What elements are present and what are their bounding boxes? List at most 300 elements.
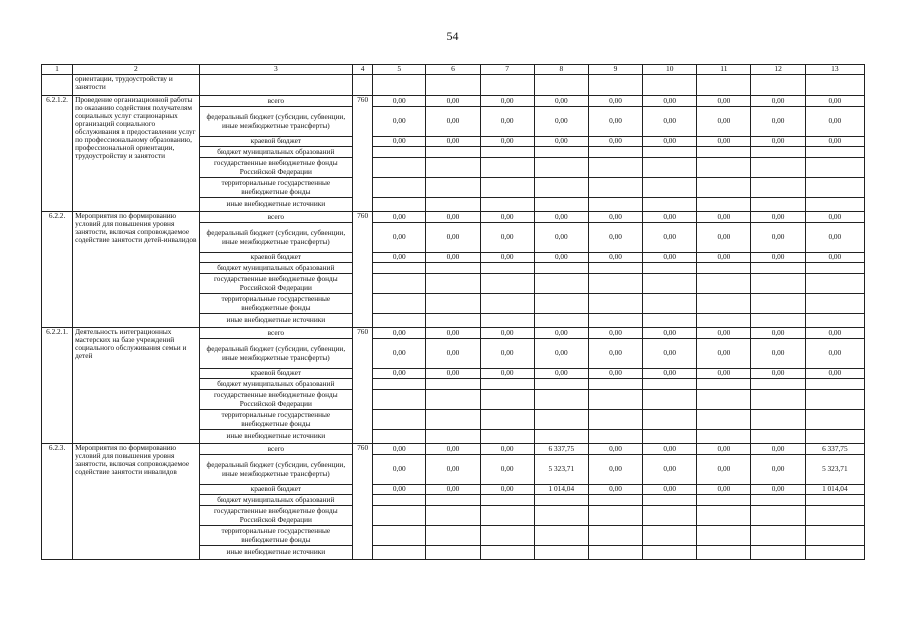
amount-cell: 5 323,71	[805, 455, 864, 485]
column-header: 13	[805, 65, 864, 75]
amount-cell	[697, 178, 751, 198]
amount-cell	[588, 526, 642, 546]
amount-cell: 0,00	[373, 339, 426, 369]
amount-cell: 0,00	[751, 485, 805, 495]
funding-source: территориальные государственные внебюджетные фонды	[199, 410, 353, 430]
amount-cell	[588, 410, 642, 430]
amount-cell	[697, 314, 751, 328]
amount-cell: 0,00	[697, 137, 751, 147]
amount-cell: 0,00	[373, 369, 426, 379]
column-header: 1	[42, 65, 73, 75]
amount-cell: 0,00	[643, 223, 697, 253]
amount-cell	[480, 390, 534, 410]
amount-cell	[480, 506, 534, 526]
amount-cell	[751, 506, 805, 526]
item-number: 6.2.2.1.	[42, 328, 73, 444]
amount-cell	[480, 495, 534, 506]
amount-cell	[534, 147, 588, 158]
amount-cell: 0,00	[426, 137, 480, 147]
amount-cell: 0,00	[534, 96, 588, 107]
amount-cell	[534, 314, 588, 328]
cell-empty	[805, 75, 864, 96]
amount-cell: 0,00	[534, 223, 588, 253]
amount-cell	[373, 546, 426, 560]
amount-cell: 0,00	[643, 96, 697, 107]
amount-cell: 0,00	[643, 253, 697, 263]
amount-cell	[426, 430, 480, 444]
item-name: Мероприятия по формированию условий для повышения уровня занятости, включая сопровождаемое содействие занятости инвалидов	[73, 444, 199, 560]
amount-cell	[643, 495, 697, 506]
cell-empty	[480, 75, 534, 96]
amount-cell	[751, 294, 805, 314]
funding-source: иные внебюджетные источники	[199, 430, 353, 444]
continuation-text: ориентации, трудоустройству и занятости	[73, 75, 199, 96]
amount-cell: 0,00	[426, 96, 480, 107]
amount-cell: 0,00	[805, 107, 864, 137]
amount-cell: 0,00	[588, 455, 642, 485]
amount-cell: 0,00	[480, 369, 534, 379]
amount-cell	[697, 390, 751, 410]
cell-empty	[751, 75, 805, 96]
funding-source: государственные внебюджетные фонды Российской Федерации	[199, 274, 353, 294]
amount-cell	[373, 410, 426, 430]
amount-cell	[643, 198, 697, 212]
amount-cell	[426, 198, 480, 212]
item-name: Мероприятия по формированию условий для повышения уровня занятости, включая сопровождаемое содействие занятости детей-инвалидов	[73, 212, 199, 328]
amount-cell: 0,00	[534, 107, 588, 137]
amount-cell	[805, 314, 864, 328]
amount-cell: 0,00	[588, 137, 642, 147]
amount-cell	[480, 546, 534, 560]
amount-cell: 0,00	[426, 223, 480, 253]
amount-cell	[805, 147, 864, 158]
amount-cell	[643, 314, 697, 328]
amount-cell: 0,00	[373, 485, 426, 495]
amount-cell	[697, 526, 751, 546]
amount-cell: 0,00	[643, 485, 697, 495]
amount-cell	[697, 430, 751, 444]
column-header: 4	[353, 65, 373, 75]
amount-cell: 0,00	[805, 328, 864, 339]
amount-cell	[534, 546, 588, 560]
amount-cell: 0,00	[805, 223, 864, 253]
amount-cell: 0,00	[643, 369, 697, 379]
amount-cell: 0,00	[588, 328, 642, 339]
amount-cell: 0,00	[426, 444, 480, 455]
item-number: 6.2.3.	[42, 444, 73, 560]
amount-cell	[805, 263, 864, 274]
amount-cell	[805, 274, 864, 294]
amount-cell	[805, 198, 864, 212]
amount-cell	[588, 274, 642, 294]
amount-cell: 0,00	[373, 96, 426, 107]
amount-cell	[643, 379, 697, 390]
budget-table	[41, 64, 865, 560]
amount-cell: 0,00	[588, 339, 642, 369]
amount-cell: 0,00	[373, 212, 426, 223]
amount-cell	[480, 274, 534, 294]
amount-cell: 0,00	[480, 96, 534, 107]
cell-empty	[643, 75, 697, 96]
amount-cell: 0,00	[588, 96, 642, 107]
amount-cell	[588, 506, 642, 526]
amount-cell: 0,00	[697, 223, 751, 253]
funding-source: государственные внебюджетные фонды Российской Федерации	[199, 390, 353, 410]
amount-cell	[805, 506, 864, 526]
table-row	[42, 96, 865, 107]
amount-cell	[643, 263, 697, 274]
amount-cell: 0,00	[697, 444, 751, 455]
amount-cell	[373, 390, 426, 410]
amount-cell: 0,00	[643, 339, 697, 369]
amount-cell: 0,00	[588, 212, 642, 223]
amount-cell	[697, 263, 751, 274]
amount-cell: 0,00	[805, 339, 864, 369]
amount-cell: 0,00	[751, 96, 805, 107]
amount-cell	[480, 198, 534, 212]
amount-cell	[426, 410, 480, 430]
amount-cell: 0,00	[643, 444, 697, 455]
amount-cell	[480, 314, 534, 328]
cell-empty	[588, 75, 642, 96]
amount-cell	[588, 198, 642, 212]
amount-cell	[534, 410, 588, 430]
amount-cell	[697, 546, 751, 560]
amount-cell	[373, 158, 426, 178]
amount-cell	[373, 495, 426, 506]
amount-cell	[373, 314, 426, 328]
amount-cell	[426, 379, 480, 390]
amount-cell	[588, 294, 642, 314]
amount-cell: 0,00	[805, 253, 864, 263]
funding-source: бюджет муниципальных образований	[199, 147, 353, 158]
column-header: 7	[480, 65, 534, 75]
amount-cell: 0,00	[643, 455, 697, 485]
amount-cell	[534, 506, 588, 526]
amount-cell: 0,00	[643, 328, 697, 339]
continuation-row	[42, 75, 865, 96]
cell-empty	[353, 75, 373, 96]
amount-cell	[588, 147, 642, 158]
amount-cell: 0,00	[534, 328, 588, 339]
amount-cell	[751, 147, 805, 158]
amount-cell: 0,00	[805, 369, 864, 379]
table-row	[42, 212, 865, 223]
amount-cell	[588, 314, 642, 328]
amount-cell: 0,00	[588, 253, 642, 263]
amount-cell	[805, 430, 864, 444]
amount-cell	[373, 263, 426, 274]
amount-cell	[480, 158, 534, 178]
budget-code: 760	[353, 328, 373, 444]
amount-cell	[588, 178, 642, 198]
funding-source: государственные внебюджетные фонды Российской Федерации	[199, 506, 353, 526]
cell-empty	[42, 75, 73, 96]
column-header: 5	[373, 65, 426, 75]
amount-cell	[751, 410, 805, 430]
amount-cell	[751, 390, 805, 410]
amount-cell	[697, 198, 751, 212]
item-number: 6.2.1.2.	[42, 96, 73, 212]
funding-source: всего	[199, 444, 353, 455]
amount-cell: 0,00	[697, 339, 751, 369]
amount-cell	[480, 147, 534, 158]
amount-cell: 0,00	[751, 137, 805, 147]
amount-cell	[751, 379, 805, 390]
amount-cell	[534, 294, 588, 314]
amount-cell	[426, 390, 480, 410]
budget-code: 760	[353, 96, 373, 212]
amount-cell: 0,00	[588, 485, 642, 495]
amount-cell	[751, 430, 805, 444]
amount-cell	[697, 410, 751, 430]
amount-cell: 0,00	[805, 96, 864, 107]
amount-cell	[751, 495, 805, 506]
funding-source: краевой бюджет	[199, 369, 353, 379]
amount-cell	[480, 294, 534, 314]
funding-source: федеральный бюджет (субсидии, субвенции, иные межбюджетные трансферты)	[199, 223, 353, 253]
funding-source: бюджет муниципальных образований	[199, 379, 353, 390]
amount-cell: 0,00	[480, 455, 534, 485]
amount-cell: 0,00	[426, 369, 480, 379]
amount-cell	[697, 294, 751, 314]
amount-cell	[534, 263, 588, 274]
header-row	[42, 65, 865, 75]
amount-cell	[643, 526, 697, 546]
amount-cell	[534, 274, 588, 294]
amount-cell: 0,00	[697, 455, 751, 485]
funding-source: федеральный бюджет (субсидии, субвенции, иные межбюджетные трансферты)	[199, 455, 353, 485]
amount-cell	[697, 274, 751, 294]
amount-cell	[805, 294, 864, 314]
amount-cell	[588, 546, 642, 560]
amount-cell	[805, 495, 864, 506]
amount-cell	[373, 294, 426, 314]
amount-cell	[643, 506, 697, 526]
amount-cell	[805, 390, 864, 410]
amount-cell	[805, 158, 864, 178]
funding-source: всего	[199, 96, 353, 107]
amount-cell: 0,00	[373, 107, 426, 137]
amount-cell	[643, 546, 697, 560]
amount-cell	[373, 198, 426, 212]
amount-cell: 0,00	[480, 444, 534, 455]
cell-empty	[199, 75, 353, 96]
amount-cell: 0,00	[751, 212, 805, 223]
amount-cell	[426, 158, 480, 178]
amount-cell: 0,00	[534, 137, 588, 147]
cell-empty	[373, 75, 426, 96]
column-header: 11	[697, 65, 751, 75]
amount-cell	[534, 379, 588, 390]
column-header: 12	[751, 65, 805, 75]
amount-cell: 0,00	[373, 253, 426, 263]
amount-cell: 0,00	[697, 328, 751, 339]
amount-cell: 0,00	[751, 369, 805, 379]
funding-source: федеральный бюджет (субсидии, субвенции, иные межбюджетные трансферты)	[199, 339, 353, 369]
amount-cell: 0,00	[751, 107, 805, 137]
amount-cell	[643, 390, 697, 410]
amount-cell: 0,00	[751, 444, 805, 455]
amount-cell	[534, 495, 588, 506]
amount-cell: 0,00	[751, 339, 805, 369]
amount-cell: 0,00	[697, 96, 751, 107]
amount-cell	[643, 294, 697, 314]
amount-cell: 0,00	[373, 455, 426, 485]
amount-cell: 6 337,75	[805, 444, 864, 455]
amount-cell: 0,00	[588, 223, 642, 253]
amount-cell: 0,00	[480, 223, 534, 253]
amount-cell: 0,00	[480, 485, 534, 495]
item-number: 6.2.2.	[42, 212, 73, 328]
column-header: 9	[588, 65, 642, 75]
amount-cell: 0,00	[480, 328, 534, 339]
column-header: 2	[73, 65, 199, 75]
item-name: Проведение организационной работы по оказанию содействия получателям социальных услуг стационарных организаций социального обслуживания в предоставлении услуг по профессиональному образованию, профессиональной ориентации, трудоустройству и занятости	[73, 96, 199, 212]
amount-cell	[588, 263, 642, 274]
amount-cell	[480, 526, 534, 546]
amount-cell	[588, 379, 642, 390]
funding-source: иные внебюджетные источники	[199, 198, 353, 212]
amount-cell	[588, 390, 642, 410]
amount-cell: 1 014,04	[534, 485, 588, 495]
amount-cell: 0,00	[643, 107, 697, 137]
amount-cell	[534, 526, 588, 546]
amount-cell: 0,00	[697, 369, 751, 379]
funding-source: государственные внебюджетные фонды Российской Федерации	[199, 158, 353, 178]
amount-cell	[697, 506, 751, 526]
amount-cell	[534, 158, 588, 178]
amount-cell: 0,00	[534, 339, 588, 369]
funding-source: иные внебюджетные источники	[199, 546, 353, 560]
amount-cell	[480, 379, 534, 390]
amount-cell	[426, 546, 480, 560]
amount-cell	[588, 430, 642, 444]
funding-source: территориальные государственные внебюджетные фонды	[199, 178, 353, 198]
amount-cell	[426, 274, 480, 294]
amount-cell: 0,00	[373, 223, 426, 253]
amount-cell	[588, 158, 642, 178]
amount-cell	[643, 178, 697, 198]
amount-cell	[751, 178, 805, 198]
amount-cell	[426, 506, 480, 526]
amount-cell: 0,00	[534, 212, 588, 223]
amount-cell: 0,00	[751, 253, 805, 263]
amount-cell: 0,00	[697, 212, 751, 223]
amount-cell	[373, 526, 426, 546]
amount-cell: 0,00	[426, 339, 480, 369]
amount-cell: 0,00	[697, 107, 751, 137]
amount-cell	[426, 147, 480, 158]
amount-cell	[643, 158, 697, 178]
amount-cell: 0,00	[480, 253, 534, 263]
amount-cell: 0,00	[588, 444, 642, 455]
amount-cell: 0,00	[534, 253, 588, 263]
amount-cell	[697, 495, 751, 506]
amount-cell: 0,00	[643, 137, 697, 147]
amount-cell: 0,00	[697, 253, 751, 263]
amount-cell: 0,00	[534, 369, 588, 379]
amount-cell	[751, 526, 805, 546]
amount-cell	[805, 379, 864, 390]
funding-source: федеральный бюджет (субсидии, субвенции, иные межбюджетные трансферты)	[199, 107, 353, 137]
cell-empty	[697, 75, 751, 96]
amount-cell	[480, 178, 534, 198]
amount-cell	[751, 263, 805, 274]
funding-source: территориальные государственные внебюджетные фонды	[199, 294, 353, 314]
amount-cell	[588, 495, 642, 506]
amount-cell	[426, 495, 480, 506]
amount-cell: 0,00	[805, 212, 864, 223]
column-header: 6	[426, 65, 480, 75]
page-number: 54	[446, 29, 459, 43]
amount-cell: 0,00	[805, 137, 864, 147]
amount-cell: 0,00	[426, 212, 480, 223]
funding-source: краевой бюджет	[199, 137, 353, 147]
amount-cell	[643, 430, 697, 444]
amount-cell: 0,00	[426, 455, 480, 485]
amount-cell	[373, 178, 426, 198]
funding-source: бюджет муниципальных образований	[199, 495, 353, 506]
amount-cell: 0,00	[588, 369, 642, 379]
item-name: Деятельность интеграционных мастерских на базе учреждений социального обслуживания семьи и детей	[73, 328, 199, 444]
amount-cell	[480, 263, 534, 274]
table-row	[42, 444, 865, 455]
amount-cell	[697, 379, 751, 390]
column-header: 10	[643, 65, 697, 75]
amount-cell: 0,00	[373, 328, 426, 339]
amount-cell	[534, 178, 588, 198]
amount-cell: 0,00	[373, 137, 426, 147]
funding-source: бюджет муниципальных образований	[199, 263, 353, 274]
cell-empty	[534, 75, 588, 96]
amount-cell: 0,00	[480, 212, 534, 223]
funding-source: всего	[199, 328, 353, 339]
amount-cell	[534, 198, 588, 212]
column-header: 8	[534, 65, 588, 75]
amount-cell	[373, 274, 426, 294]
amount-cell: 0,00	[751, 455, 805, 485]
amount-cell	[534, 430, 588, 444]
amount-cell	[426, 263, 480, 274]
amount-cell: 0,00	[751, 223, 805, 253]
amount-cell: 0,00	[588, 107, 642, 137]
amount-cell: 0,00	[643, 212, 697, 223]
amount-cell	[643, 147, 697, 158]
amount-cell	[426, 526, 480, 546]
amount-cell	[751, 314, 805, 328]
amount-cell: 0,00	[426, 107, 480, 137]
amount-cell	[751, 198, 805, 212]
amount-cell	[751, 546, 805, 560]
funding-source: всего	[199, 212, 353, 223]
budget-code: 760	[353, 212, 373, 328]
funding-source: краевой бюджет	[199, 485, 353, 495]
amount-cell: 0,00	[426, 485, 480, 495]
amount-cell	[480, 410, 534, 430]
amount-cell: 0,00	[373, 444, 426, 455]
amount-cell: 0,00	[480, 339, 534, 369]
cell-empty	[426, 75, 480, 96]
amount-cell	[480, 430, 534, 444]
amount-cell: 0,00	[426, 253, 480, 263]
amount-cell	[805, 410, 864, 430]
amount-cell: 1 014,04	[805, 485, 864, 495]
funding-source: территориальные государственные внебюджетные фонды	[199, 526, 353, 546]
amount-cell	[373, 147, 426, 158]
funding-source: иные внебюджетные источники	[199, 314, 353, 328]
amount-cell: 5 323,71	[534, 455, 588, 485]
